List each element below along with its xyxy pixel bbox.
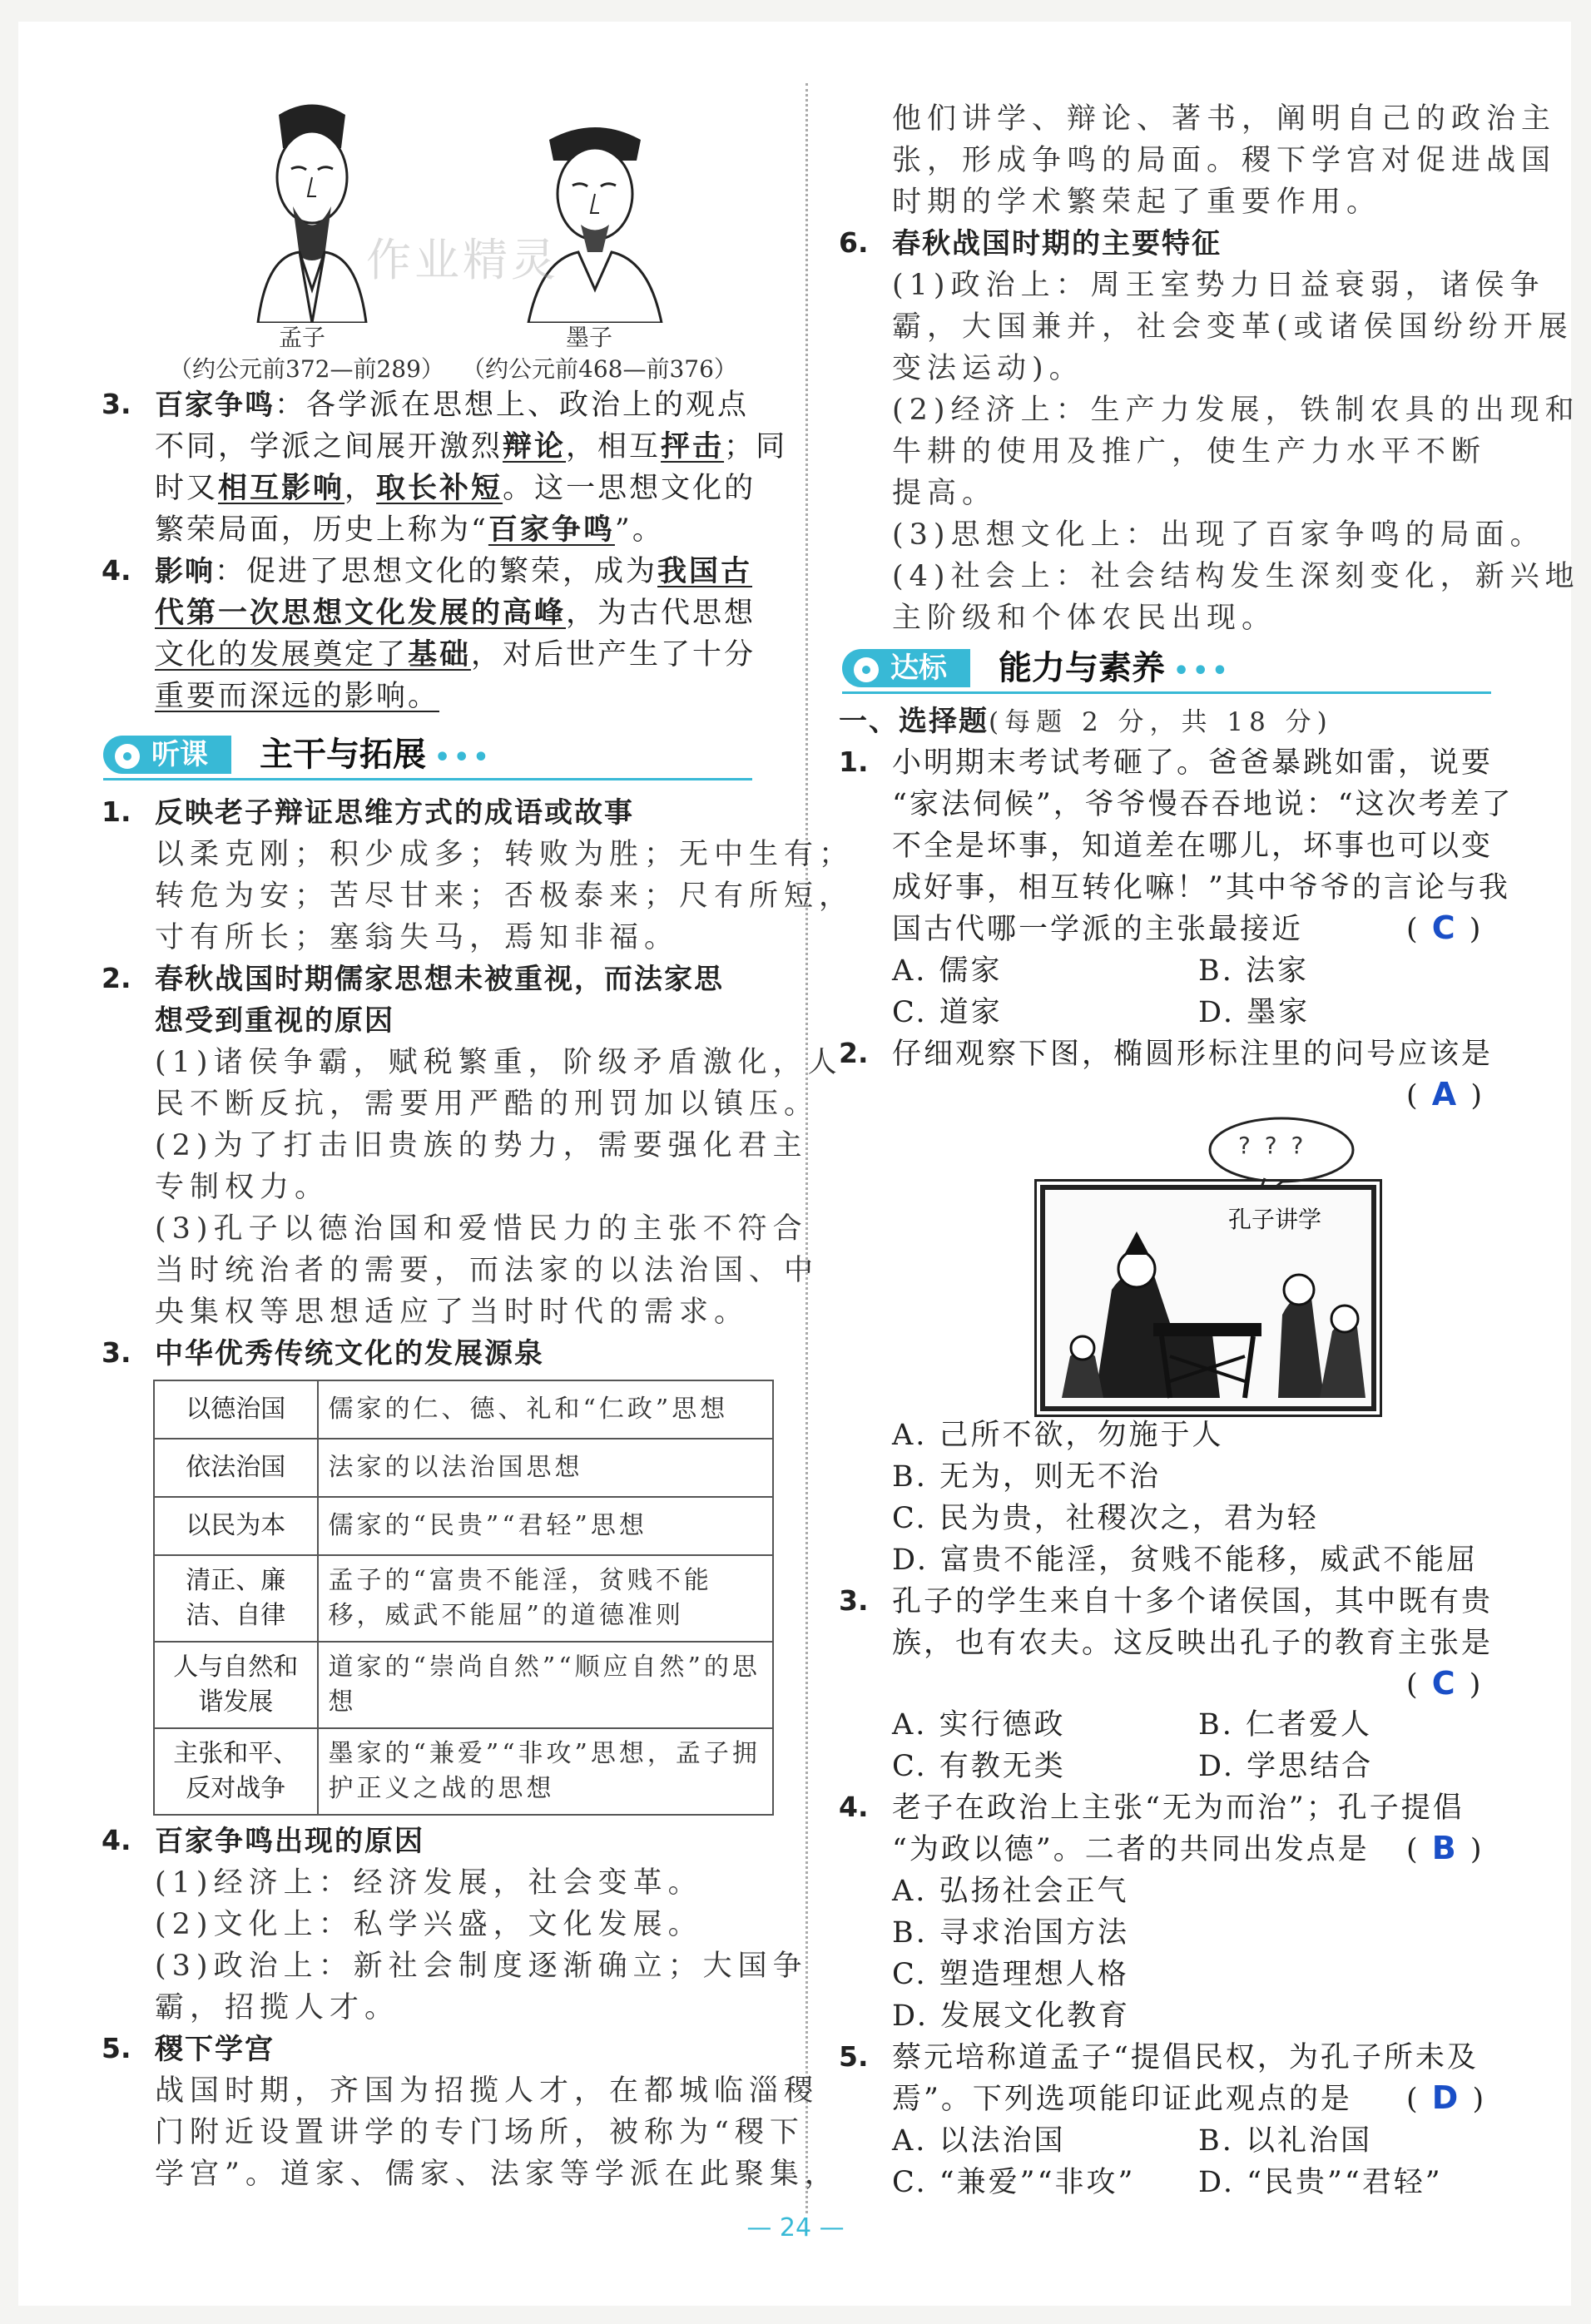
circle-dot-icon xyxy=(115,744,140,769)
k4-line-1: (1)经济上：经济发展，社会变革。 xyxy=(155,1866,703,1900)
confucius-lecture-picture xyxy=(1040,1185,1376,1411)
banner-standard-tag: 达标 xyxy=(842,649,970,687)
portrait-mozi xyxy=(516,115,674,323)
k5-cont-line-2: 张，形成争鸣的局面。稷下学宫对促进战国 xyxy=(892,144,1557,177)
q1-line-2: “家法伺候”，爷爷慢吞吞地说：“这次考差了 xyxy=(892,788,1514,821)
q4-line-1: 老子在政治上主张“无为而治”；孔子提倡 xyxy=(892,1791,1465,1825)
k1-line-2: 转危为安；苦尽甘来；否极泰来；尺有所短， xyxy=(155,880,855,913)
banner-listen xyxy=(103,734,752,780)
banner-listen-tag: 听课 xyxy=(103,736,231,774)
k6-number: 6. xyxy=(839,226,869,259)
k5-cont-line-3: 时期的学术繁荣起了重要作用。 xyxy=(892,186,1382,219)
q2-answer: ( A ) xyxy=(1406,1076,1484,1112)
q5-option-b: B. 以礼治国 xyxy=(1198,2124,1372,2158)
k6-line-1: (1)政治上：周王室势力日益衰弱，诸侯争 xyxy=(892,269,1545,302)
portrait-right-dates: （约公元前468—前376） xyxy=(462,355,737,383)
q2-line-1: 仔细观察下图，椭圆形标注里的问号应该是 xyxy=(892,1038,1494,1071)
page-number: — 24 — xyxy=(746,2213,845,2242)
portrait-left-name: 孟子 xyxy=(279,324,326,351)
item-4-line-3: 文化的发展奠定了基础，对后世产生了十分 xyxy=(155,637,756,671)
q5-option-a: A. 以法治国 xyxy=(892,2124,1066,2158)
table-row: 依法治国 法家的以法治国思想 xyxy=(154,1439,773,1497)
q4-answer: ( B ) xyxy=(1406,1830,1484,1866)
item-4-line-2: 代第一次思想文化发展的高峰，为古代思想 xyxy=(155,596,756,630)
k6-line-7: (3)思想文化上：出现了百家争鸣的局面。 xyxy=(892,518,1545,552)
k2-line-5: (3)孔子以德治国和爱惜民力的主张不符合 xyxy=(155,1212,808,1246)
q5-option-d: D. “民贵”“君轻” xyxy=(1198,2166,1443,2199)
q3-line-1: 孔子的学生来自十多个诸侯国，其中既有贵 xyxy=(892,1585,1494,1618)
k4-title: 百家争鸣出现的原因 xyxy=(155,1825,424,1858)
banner-listen-title: 主干与拓展 ••• xyxy=(260,736,493,774)
q1-number: 1. xyxy=(839,746,869,778)
k1-line-3: 寸有所长；塞翁失马，焉知非福。 xyxy=(155,921,680,954)
portrait-left-dates: （约公元前372—前289） xyxy=(169,355,444,383)
q3-line-2: 族，也有农夫。这反映出孔子的教育主张是 xyxy=(892,1627,1494,1660)
k4-line-3: (3)政治上：新社会制度逐渐确立；大国争 xyxy=(155,1950,808,1983)
k2-title-1: 春秋战国时期儒家思想未被重视，而法家思 xyxy=(155,963,724,996)
k4-number: 4. xyxy=(102,1824,131,1856)
portrait-mencius xyxy=(241,98,383,323)
item-3-number: 3. xyxy=(102,388,131,420)
k1-title: 反映老子辩证思维方式的成语或故事 xyxy=(155,796,634,830)
item-3-line-3: 时又相互影响，取长补短。这一思想文化的 xyxy=(155,471,756,505)
item-3-line-2: 不同，学派之间展开激烈辩论，相互抨击；同 xyxy=(155,429,788,463)
circle-dot-icon xyxy=(854,657,879,682)
k5-number: 5. xyxy=(102,2032,131,2064)
table-row: 人与自然和谐发展 道家的“崇尚自然”“顺应自然”的思想 xyxy=(154,1642,773,1728)
watermark: 作业精灵 xyxy=(366,234,559,286)
q4-option-c: C. 塑造理想人格 xyxy=(892,1958,1129,1991)
q5-option-c: C. “兼爱”“非攻” xyxy=(892,2166,1136,2199)
q4-number: 4. xyxy=(839,1791,869,1823)
k2-line-4: 专制权力。 xyxy=(155,1171,330,1204)
q1-line-3: 不全是坏事，知道差在哪儿，坏事也可以变 xyxy=(892,830,1494,863)
q2-option-b: B. 无为，则无不治 xyxy=(892,1460,1161,1494)
q1-option-d: D. 墨家 xyxy=(1198,996,1311,1029)
section-heading: 一、选择题(每题 2 分，共 18 分) xyxy=(839,705,1333,738)
k2-line-6: 当时统治者的需要，而法家的以法治国、中 xyxy=(155,1254,820,1287)
table-row: 以民为本 儒家的“民贵”“君轻”思想 xyxy=(154,1497,773,1555)
item-4-number: 4. xyxy=(102,554,131,587)
k6-line-9: 主阶级和个体农民出现。 xyxy=(892,602,1277,635)
k5-line-3: 学宫”。道家、儒家、法家等学派在此聚集， xyxy=(155,2158,840,2191)
q5-answer: ( D ) xyxy=(1406,2079,1487,2116)
k6-line-2: 霸，大国兼并，社会变革(或诸侯国纷纷开展 xyxy=(892,310,1574,344)
q5-line-2: 焉”。下列选项能印证此观点的是 xyxy=(892,2083,1352,2116)
q3-option-d: D. 学思结合 xyxy=(1198,1750,1374,1783)
k3-title: 中华优秀传统文化的发展源泉 xyxy=(155,1337,544,1370)
k2-line-1: (1)诸侯争霸，赋税繁重，阶级矛盾激化，人 xyxy=(155,1046,843,1079)
picture-label: 孔子讲学 xyxy=(1228,1206,1322,1233)
q1-option-c: C. 道家 xyxy=(892,996,1003,1029)
k5-title: 稷下学宫 xyxy=(155,2033,275,2066)
k5-line-2: 门附近设置讲学的专门场所，被称为“稷下 xyxy=(155,2116,805,2149)
item-3-term: 百家争鸣 xyxy=(155,389,275,422)
speech-bubble-text: ? ? ? xyxy=(1238,1132,1307,1159)
q3-answer: ( C ) xyxy=(1406,1665,1484,1702)
banner-standard xyxy=(842,647,1491,694)
k6-line-4: (2)经济上：生产力发展，铁制农具的出现和 xyxy=(892,394,1580,427)
q3-number: 3. xyxy=(839,1584,869,1617)
q4-option-d: D. 发展文化教育 xyxy=(892,1999,1131,2033)
k3-number: 3. xyxy=(102,1336,131,1369)
q5-number: 5. xyxy=(839,2040,869,2073)
q2-option-d: D. 富贵不能淫，贫贱不能移，威武不能屈 xyxy=(892,1544,1479,1577)
q1-option-b: B. 法家 xyxy=(1198,954,1309,988)
k6-line-5: 牛耕的使用及推广，使生产力水平不断 xyxy=(892,435,1487,468)
k6-line-3: 变法运动)。 xyxy=(892,352,1084,385)
k2-line-2: 民不断反抗，需要用严酷的刑罚加以镇压。 xyxy=(155,1088,820,1121)
q3-option-c: C. 有教无类 xyxy=(892,1750,1066,1783)
k2-line-3: (2)为了打击旧贵族的势力，需要强化君主 xyxy=(155,1129,808,1162)
k2-line-7: 央集权等思想适应了当时时代的需求。 xyxy=(155,1296,750,1329)
k1-line-1: 以柔克刚；积少成多；转败为胜；无中生有； xyxy=(155,838,855,871)
q1-line-5: 国古代哪一学派的主张最接近 xyxy=(892,913,1304,946)
culture-source-table xyxy=(153,1380,774,1816)
item-4-line-1: 影响：促进了思想文化的繁荣，成为我国古 xyxy=(155,554,753,588)
table-row: 以德治国 儒家的仁、德、礼和“仁政”思想 xyxy=(154,1380,773,1439)
q4-option-a: A. 弘扬社会正气 xyxy=(892,1875,1129,1908)
k4-line-4: 霸，招揽人才。 xyxy=(155,1991,400,2024)
table-row: 主张和平、反对战争 墨家的“兼爱”“非攻”思想，孟子拥护正义之战的思想 xyxy=(154,1728,773,1815)
k1-number: 1. xyxy=(102,795,131,828)
k2-number: 2. xyxy=(102,962,131,994)
k5-line-1: 战国时期，齐国为招揽人才，在都城临淄稷 xyxy=(155,2074,820,2108)
table-row: 清正、廉洁、自律 孟子的“富贵不能淫，贫贱不能移，威武不能屈”的道德准则 xyxy=(154,1555,773,1642)
q1-line-4: 成好事，相互转化嘛！”其中爷爷的言论与我 xyxy=(892,871,1510,904)
k6-line-8: (4)社会上：社会结构发生深刻变化，新兴地 xyxy=(892,560,1580,593)
q1-line-1: 小明期末考试考砸了。爸爸暴跳如雷，说要 xyxy=(892,746,1494,780)
q2-number: 2. xyxy=(839,1037,869,1069)
k5-cont-line-1: 他们讲学、辩论、著书，阐明自己的政治主 xyxy=(892,102,1557,136)
k6-line-6: 提高。 xyxy=(892,477,998,510)
q5-line-1: 蔡元培称道孟子“提倡民权，为孔子所未及 xyxy=(892,2041,1479,2074)
k4-line-2: (2)文化上：私学兴盛，文化发展。 xyxy=(155,1908,703,1941)
q4-option-b: B. 寻求治国方法 xyxy=(892,1916,1129,1950)
q2-option-a: A. 己所不欲，勿施于人 xyxy=(892,1419,1224,1452)
k6-title: 春秋战国时期的主要特征 xyxy=(892,227,1222,260)
q1-answer: ( C ) xyxy=(1406,909,1484,946)
item-3-line-4: 繁荣局面，历史上称为“百家争鸣”。 xyxy=(155,513,664,547)
q4-line-2: “为政以德”。二者的共同出发点是 xyxy=(892,1833,1370,1866)
q3-option-a: A. 实行德政 xyxy=(892,1708,1066,1742)
q3-option-b: B. 仁者爱人 xyxy=(1198,1708,1372,1742)
portrait-right-name: 墨子 xyxy=(566,324,613,351)
q1-option-a: A. 儒家 xyxy=(892,954,1003,988)
q2-option-c: C. 民为贵，社稷次之，君为轻 xyxy=(892,1502,1319,1535)
item-3-line-1: 百家争鸣：各学派在思想上、政治上的观点 xyxy=(155,389,750,422)
item-4-line-4: 重要而深远的影响。 xyxy=(155,680,440,713)
banner-standard-title: 能力与素养 ••• xyxy=(999,649,1232,687)
k2-title-2: 想受到重视的原因 xyxy=(155,1004,394,1038)
